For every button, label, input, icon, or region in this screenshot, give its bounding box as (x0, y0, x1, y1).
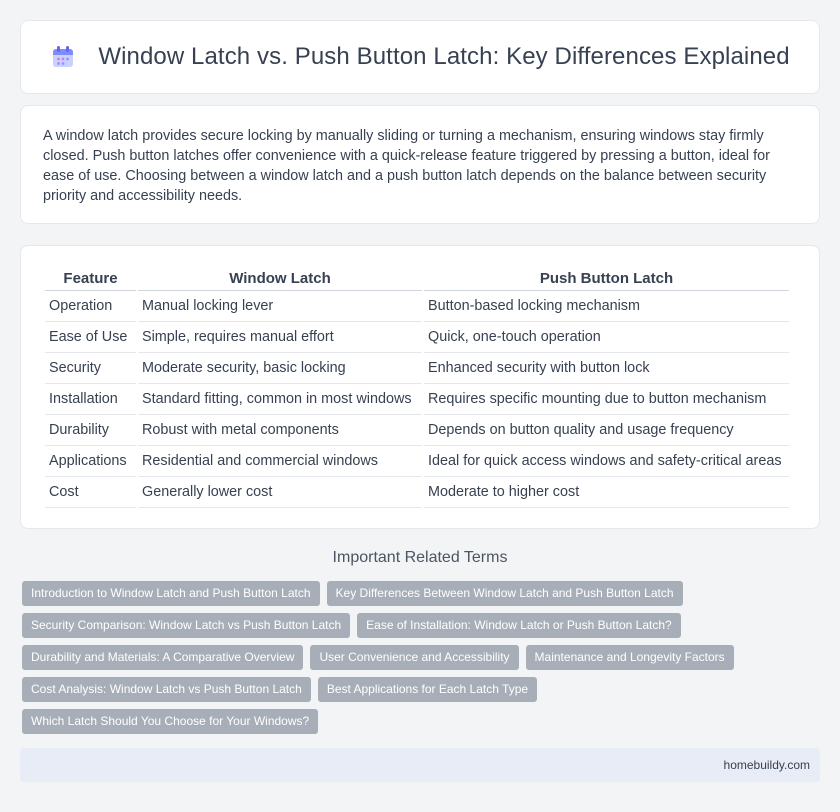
table-row (45, 415, 789, 446)
related-term-link[interactable]: Security Comparison: Window Latch vs Push Button Latch (22, 613, 350, 638)
footer (20, 748, 820, 782)
related-term-link[interactable]: Best Applications for Each Latch Type (318, 677, 537, 702)
table-row (45, 477, 789, 508)
table-cell: Applications (45, 446, 136, 477)
table-row (45, 322, 789, 353)
comparison-card (20, 245, 820, 529)
table-cell: Installation (45, 384, 136, 415)
table-cell: Durability (45, 415, 136, 446)
table-row (45, 384, 789, 415)
column-header: Feature (45, 266, 136, 291)
related-term-link[interactable]: Maintenance and Longevity Factors (526, 645, 734, 670)
related-term-link[interactable]: Cost Analysis: Window Latch vs Push Button Latch (22, 677, 311, 702)
related-terms-title: Important Related Terms (332, 549, 508, 566)
table-cell: Quick, one-touch operation (424, 322, 789, 353)
table-cell: Ideal for quick access windows and safety-critical areas (424, 446, 789, 477)
table-cell: Simple, requires manual effort (138, 322, 422, 353)
calendar-icon (50, 44, 76, 70)
table-cell: Cost (45, 477, 136, 508)
comparison-table (43, 266, 791, 508)
related-term-link[interactable]: Which Latch Should You Choose for Your Windows? (22, 709, 318, 734)
table-cell: Button-based locking mechanism (424, 291, 789, 322)
table-row (45, 291, 789, 322)
related-term-link[interactable]: Introduction to Window Latch and Push Button Latch (22, 581, 320, 606)
column-header: Push Button Latch (424, 266, 789, 291)
related-term-link[interactable]: User Convenience and Accessibility (310, 645, 518, 670)
intro-card (20, 105, 820, 224)
table-row (45, 446, 789, 477)
page-title: Window Latch vs. Push Button Latch: Key Differences Explained (98, 43, 790, 70)
related-term-link[interactable]: Key Differences Between Window Latch and Push Button Latch (327, 581, 683, 606)
table-cell: Standard fitting, common in most windows (138, 384, 422, 415)
table-cell: Generally lower cost (138, 477, 422, 508)
table-row (45, 353, 789, 384)
table-cell: Security (45, 353, 136, 384)
related-term-link[interactable]: Ease of Installation: Window Latch or Push Button Latch? (357, 613, 681, 638)
table-cell: Operation (45, 291, 136, 322)
table-cell: Robust with metal components (138, 415, 422, 446)
table-cell: Depends on button quality and usage frequency (424, 415, 789, 446)
related-terms-list (22, 581, 822, 741)
title-card (20, 20, 820, 94)
footer-site-link[interactable]: homebuildy.com (723, 758, 810, 772)
table-cell: Requires specific mounting due to button mechanism (424, 384, 789, 415)
intro-text: A window latch provides secure locking by manually sliding or turning a mechanism, ensuring windows stay firmly closed. Push button latches offer convenience with a quick-release feature triggered by pressing a button, ideal for ease of use. Choosing between a window latch and a push button latch depends on the balance between security priority and accessibility needs. (43, 128, 770, 204)
table-cell: Ease of Use (45, 322, 136, 353)
column-header: Window Latch (138, 266, 422, 291)
table-header-row (45, 266, 789, 291)
table-cell: Enhanced security with button lock (424, 353, 789, 384)
table-cell: Residential and commercial windows (138, 446, 422, 477)
table-cell: Manual locking lever (138, 291, 422, 322)
related-term-link[interactable]: Durability and Materials: A Comparative Overview (22, 645, 303, 670)
table-cell: Moderate security, basic locking (138, 353, 422, 384)
table-cell: Moderate to higher cost (424, 477, 789, 508)
